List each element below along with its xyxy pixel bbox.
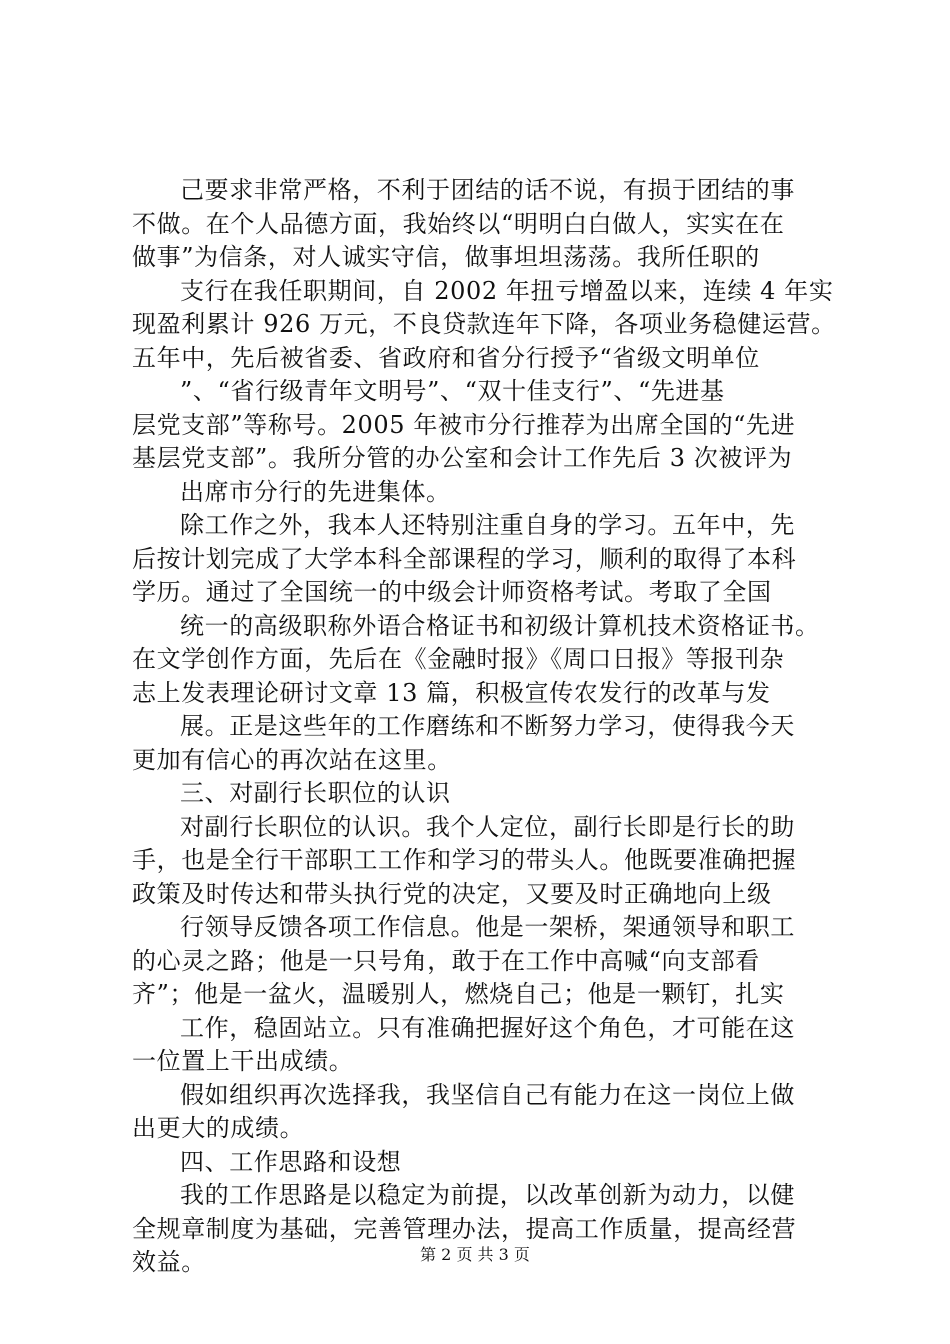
text-line: 行领导反馈各项工作信息。他是一架桥，架通领导和职工 (180, 913, 795, 941)
text-line: 对副行长职位的认识。我个人定位，副行长即是行长的助 (180, 812, 795, 841)
text-line: 在文学创作方面，先后在《金融时报》《周口日报》等报刊杂 (132, 645, 785, 673)
text-line: 我的工作思路是以稳定为前提，以改革创新为动力，以健 (180, 1181, 795, 1209)
text-line: 手，也是全行干部职工工作和学习的带头人。他既要准确把握 (132, 846, 797, 874)
text-line: 全规章制度为基础，完善管理办法，提高工作质量，提高经营 (132, 1214, 797, 1243)
text-line: ”、“省行级青年文明号”、“双十佳支行”、“先进基 (180, 377, 725, 405)
text-line: 的心灵之路；他是一只号角，敢于在工作中高喊“向支部看 (132, 946, 760, 975)
text-line: 展。正是这些年的工作磨练和不断努力学习，使得我今天 (180, 712, 795, 740)
text-line: 出席市分行的先进集体。 (180, 477, 451, 506)
text-line: 假如组织再次选择我，我坚信自己有能力在这一岗位上做 (180, 1080, 795, 1109)
text-line: 五年中，先后被省委、省政府和省分行授予“省级文明单位 (132, 343, 760, 372)
text-line: 一位置上干出成绩。 (132, 1047, 354, 1075)
text-line: 支行在我任职期间，自 2002 年扭亏增盈以来，连续 4 年实 (180, 276, 834, 305)
text-line: 更加有信心的再次站在这里。 (132, 745, 452, 774)
text-line: 工作，稳固站立。只有准确把握好这个角色，才可能在这 (180, 1013, 795, 1042)
page-footer: 第 2 页 共 3 页 (420, 1245, 530, 1264)
text-line: 除工作之外，我本人还特别注重自身的学习。五年中，先 (180, 511, 795, 539)
text-line: 己要求非常严格，不利于团结的话不说，有损于团结的事 (180, 176, 795, 204)
document-body (132, 174, 852, 1280)
text-line: 后按计划完成了大学本科全部课程的学习，顺利的取得了本科 (132, 544, 797, 573)
text-line: 基层党支部”。我所分管的办公室和会计工作先后 3 次被评为 (132, 444, 793, 472)
text-line: 四、工作思路和设想 (180, 1147, 402, 1176)
text-line: 现盈利累计 926 万元，不良贷款连年下降，各项业务稳健运营。 (132, 310, 836, 338)
text-line: 做事”为信条，对人诚实守信，做事坦坦荡荡。我所任职的 (132, 243, 760, 271)
text-line: 齐”；他是一盆火，温暖别人，燃烧自己；他是一颗钉，扎实 (132, 980, 785, 1008)
text-line: 三、对副行长职位的认识 (180, 779, 451, 807)
text-line: 志上发表理论研讨文章 13 篇，积极宣传农发行的改革与发 (132, 678, 771, 707)
text-line: 政策及时传达和带头执行党的决定，又要及时正确地向上级 (132, 879, 772, 908)
text-line: 不做。在个人品德方面，我始终以“明明白白做人，实实在在 (132, 209, 785, 238)
text-line: 效益。 (132, 1248, 206, 1276)
text-line: 统一的高级职称外语合格证书和初级计算机技术资格证书。 (180, 611, 820, 640)
text-line: 学历。通过了全国统一的中级会计师资格考试。考取了全国 (132, 578, 772, 606)
text-line: 出更大的成绩。 (132, 1114, 305, 1142)
text-line: 层党支部”等称号。2005 年被市分行推荐为出席全国的“先进 (132, 410, 796, 439)
